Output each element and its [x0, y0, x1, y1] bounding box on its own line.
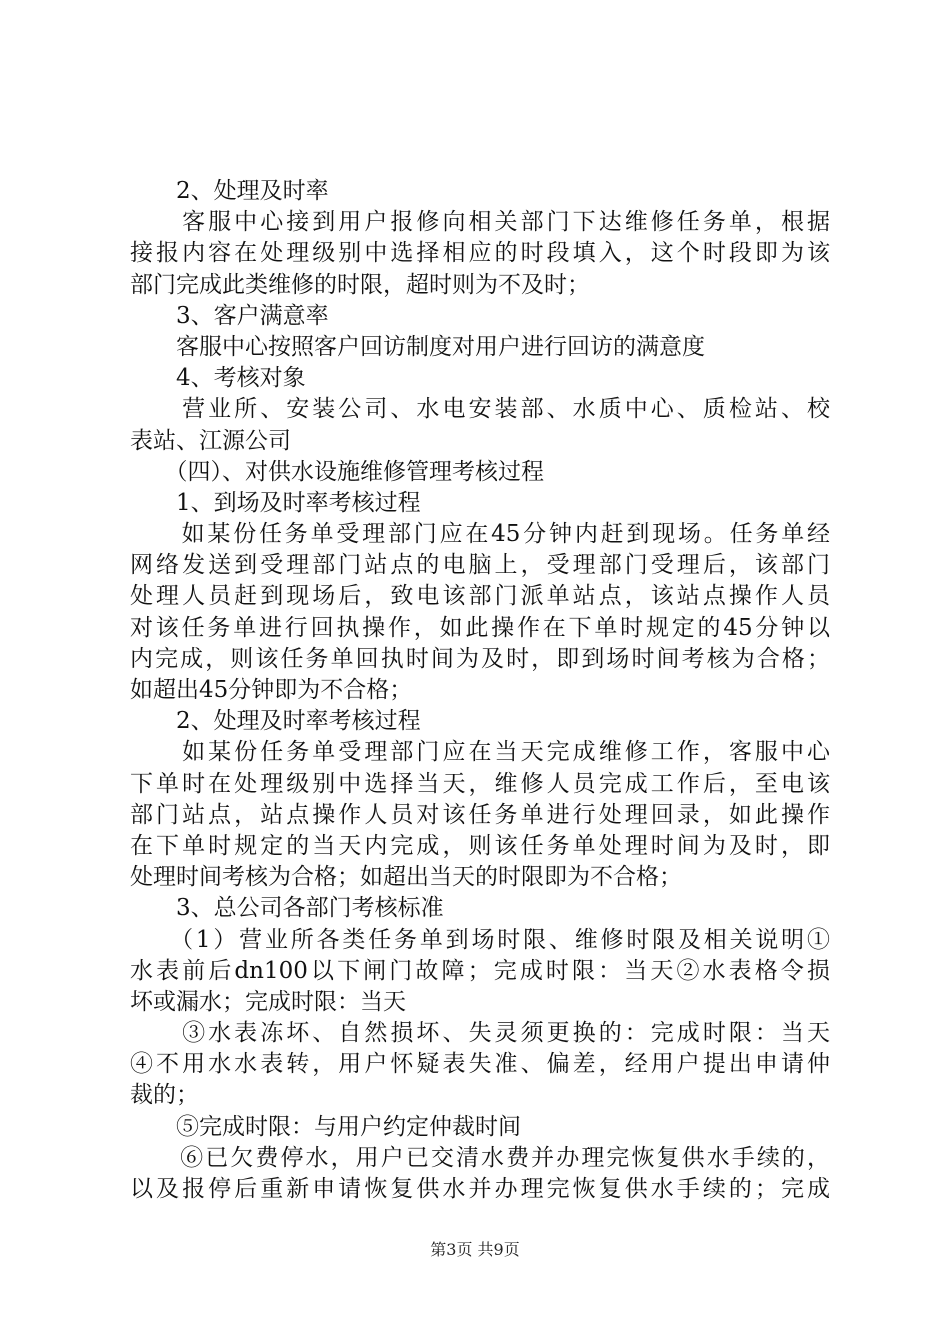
- text-line: ③水表冻坏、自然损坏、失灵须更换的：完成时限：当天: [130, 1020, 830, 1047]
- text-line: ⑤完成时限：与用户约定仲裁时间: [130, 1113, 521, 1140]
- text-line: ⑥已欠费停水，用户已交清水费并办理完恢复供水手续的，: [130, 1144, 830, 1171]
- text-line: 坏或漏水；完成时限：当天: [130, 988, 406, 1015]
- text-line: ④不用水水表转，用户怀疑表失准、偏差，经用户提出申请仲: [130, 1051, 830, 1078]
- text-line: 处理人员赶到现场后，致电该部门派单站点，该站点操作人员: [130, 583, 830, 610]
- document-body: [130, 176, 830, 1205]
- text-line: 营业所、安装公司、水电安装部、水质中心、质检站、校: [130, 396, 830, 423]
- text-line: （1）营业所各类任务单到场时限、维修时限及相关说明①: [130, 926, 830, 953]
- text-line: 对该任务单进行回执操作，如此操作在下单时规定的45分钟以: [130, 614, 830, 641]
- text-line: 4、考核对象: [130, 365, 306, 392]
- text-line: 下单时在处理级别中选择当天，维修人员完成工作后，至电该: [130, 770, 830, 797]
- text-line: 接报内容在处理级别中选择相应的时段填入，这个时段即为该: [130, 240, 830, 267]
- text-line: 部门站点，站点操作人员对该任务单进行处理回录，如此操作: [130, 801, 830, 828]
- text-line: 如某份任务单受理部门应在当天完成维修工作，客服中心: [130, 739, 830, 766]
- text-line: 2、处理及时率: [130, 178, 329, 204]
- text-line: 客服中心接到用户报修向相关部门下达维修任务单，根据: [130, 209, 830, 236]
- text-line: 1、到场及时率考核过程: [130, 489, 421, 516]
- text-line: 水表前后dn100以下闸门故障；完成时限：当天②水表格令损: [130, 957, 830, 984]
- text-line: 表站、江源公司: [130, 427, 291, 454]
- text-line: 网络发送到受理部门站点的电脑上，受理部门受理后，该部门: [130, 552, 830, 579]
- text-line: 以及报停后重新申请恢复供水并办理完恢复供水手续的；完成: [130, 1176, 830, 1202]
- page-footer: 第3页 共9页: [430, 1240, 520, 1259]
- text-line: 在下单时规定的当天内完成，则该任务单处理时间为及时，即: [130, 832, 830, 859]
- text-line: 处理时间考核为合格；如超出当天的时限即为不合格；: [130, 864, 682, 891]
- text-line: 如超出45分钟即为不合格；: [130, 677, 413, 703]
- text-line: 裁的；: [130, 1082, 199, 1109]
- text-line: 内完成，则该任务单回执时间为及时，即到场时间考核为合格；: [130, 645, 830, 672]
- text-line: 2、处理及时率考核过程: [130, 708, 421, 735]
- text-line: 如某份任务单受理部门应在45分钟内赶到现场。任务单经: [130, 521, 830, 548]
- text-line: （四）、对供水设施维修管理考核过程: [130, 458, 544, 485]
- text-line: 3、总公司各部门考核标准: [130, 895, 444, 922]
- text-line: 3、客户满意率: [130, 302, 329, 329]
- text-line: 客服中心按照客户回访制度对用户进行回访的满意度: [130, 333, 705, 360]
- text-line: 部门完成此类维修的时限，超时则为不及时；: [130, 271, 590, 298]
